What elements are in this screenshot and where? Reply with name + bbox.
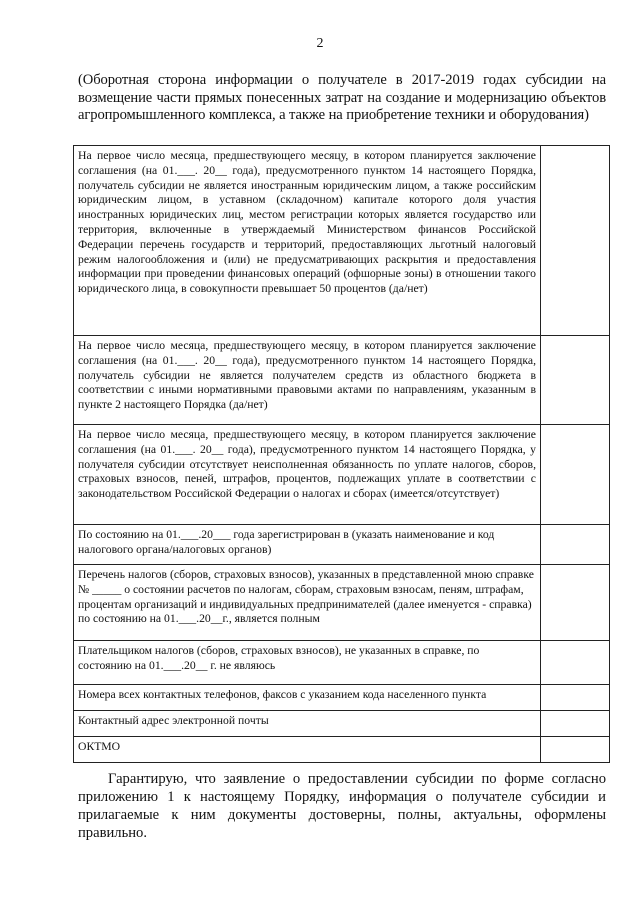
answer-cell[interactable] (541, 336, 610, 425)
table-row (74, 565, 610, 641)
question-cell: По состоянию на 01.___.20___ года зарегистрирован в (указать наименование и код налогового органа/налоговых органов) (74, 525, 541, 565)
answer-cell[interactable] (541, 737, 610, 763)
question-cell: Плательщиком налогов (сборов, страховых взносов), не указанных в справке, по состоянию на 01.___.20__ г. не являюсь (74, 641, 541, 685)
answer-cell[interactable] (541, 565, 610, 641)
answer-cell[interactable] (541, 641, 610, 685)
question-cell: Контактный адрес электронной почты (74, 711, 541, 737)
table-row (74, 425, 610, 525)
table-row (74, 641, 610, 685)
table-row (74, 737, 610, 763)
answer-cell[interactable] (541, 711, 610, 737)
answer-cell[interactable] (541, 525, 610, 565)
recipient-info-table (73, 145, 610, 763)
table-row (74, 711, 610, 737)
table-row (74, 685, 610, 711)
page-number: 2 (316, 36, 324, 51)
answer-cell[interactable] (541, 685, 610, 711)
table-row (74, 146, 610, 336)
document-heading: (Оборотная сторона информации о получателе в 2017-2019 годах субсидии на возмещение части прямых понесенных затрат на создание и модернизацию объектов агропромышленного комплекса, а также на приобретение техники и оборудования) (78, 72, 606, 123)
question-cell: На первое число месяца, предшествующего месяцу, в котором планируется заключение соглашения (на 01.___. 20__ года), предусмотренного пунктом 14 настоящего Порядка, получатель субсидии не является получателем средств из областного бюджета в соответствии с иными нормативными правовыми актами по направлениям, указанным в пункте 2 настоящего Порядка (да/нет) (74, 336, 541, 425)
answer-cell[interactable] (541, 146, 610, 336)
question-cell: На первое число месяца, предшествующего месяцу, в котором планируется заключение соглашения (на 01.___. 20__ года), предусмотренного пунктом 14 настоящего Порядка, получатель субсидии не является иностранным юридическим лицом, а также российским юридическим лицом, в уставном (складочном) капитале которого доля участия иностранных юридических лиц, местом регистрации которых является государство или территория, включенные в утверждаемый Министерством финансов Российской Федерации перечень государств и территорий, предоставляющих льготный налоговый режим налогообложения и (или) не предусматривающих раскрытия и предоставления информации при проведении финансовых операций (офшорные зоны) в отношении такого юридического лица, в совокупности превышает 50 процентов (да/нет) (74, 146, 541, 336)
question-cell: Номера всех контактных телефонов, факсов с указанием кода населенного пункта (74, 685, 541, 711)
question-cell: ОКТМО (74, 737, 541, 763)
table-row (74, 336, 610, 425)
answer-cell[interactable] (541, 425, 610, 525)
question-cell: Перечень налогов (сборов, страховых взносов), указанных в представленной мною справке № _____ о состоянии расчетов по налогам, сборам, страховым взносам, пеням, штрафам, процентам организаций и индивидуальных предпринимателей (далее именуется - справка) по состоянию на 01.___.20__г., является полным (74, 565, 541, 641)
question-cell: На первое число месяца, предшествующего месяцу, в котором планируется заключение соглашения (на 01.___. 20__ года), предусмотренного пунктом 14 настоящего Порядка, у получателя субсидии отсутствует неисполненная обязанность по уплате налогов, сборов, страховых взносов, пеней, штрафов, процентов, подлежащих уплате в соответствии с законодательством Российской Федерации о налогах и сборах (имеется/отсутствует) (74, 425, 541, 525)
guarantee-statement: Гарантирую, что заявление о предоставлении субсидии по форме согласно приложению 1 к настоящему Порядку, информация о получателе субсидии и прилагаемые к ним документы достоверны, полны, актуальны, оформлены правильно. (78, 771, 606, 841)
table-row (74, 525, 610, 565)
